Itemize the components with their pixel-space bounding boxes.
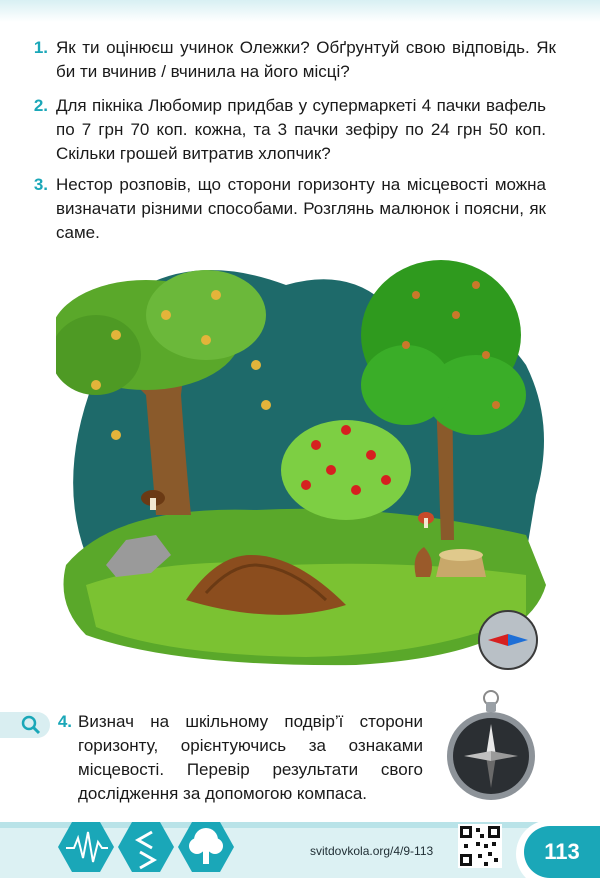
search-marker (0, 712, 50, 738)
task-2 (33, 94, 546, 166)
task-3 (33, 173, 546, 245)
task-text: Визнач на шкільному подвір’ї сторони горизонту, орієнтуючись за ознаками місцевості. Перевір результати свого дослідження за допомогою компаса. (78, 712, 423, 803)
task-number: 1. (33, 38, 48, 57)
task-4 (57, 710, 423, 806)
task-text: Нестор розповів, що сторони горизонту на місцевості можна визначати різними способами. Розглянь малюнок і поясни, як саме. (56, 175, 546, 242)
qr-code-icon[interactable] (458, 824, 502, 868)
task-number: 4. (57, 712, 72, 731)
task-text: Для пікніка Любомир придбав у супермаркеті 4 пачки вафель по 7 грн 70 коп. кожна, та 3 пачки зефіру по 24 грн 50 коп. Скільки грошей витратив хлопчик? (56, 96, 546, 163)
less-greater-icon (118, 818, 174, 876)
task-number: 2. (33, 96, 48, 115)
magnifier-icon (18, 712, 44, 738)
task-number: 3. (33, 175, 48, 194)
wave-icon (58, 818, 114, 876)
page-number: 113 (524, 826, 600, 878)
top-bar (0, 0, 600, 22)
tree-icon (178, 818, 234, 876)
task-1 (33, 36, 556, 84)
compass-icon (444, 688, 554, 806)
footer-url[interactable]: svitdovkola.org/4/9-113 (310, 844, 434, 858)
task-text: Як ти оцінюєш учинок Олежки? Обґрунтуй свою відповідь. Як би ти вчинив / вчинила на його місці? (56, 38, 556, 81)
forest-illustration (56, 255, 552, 675)
